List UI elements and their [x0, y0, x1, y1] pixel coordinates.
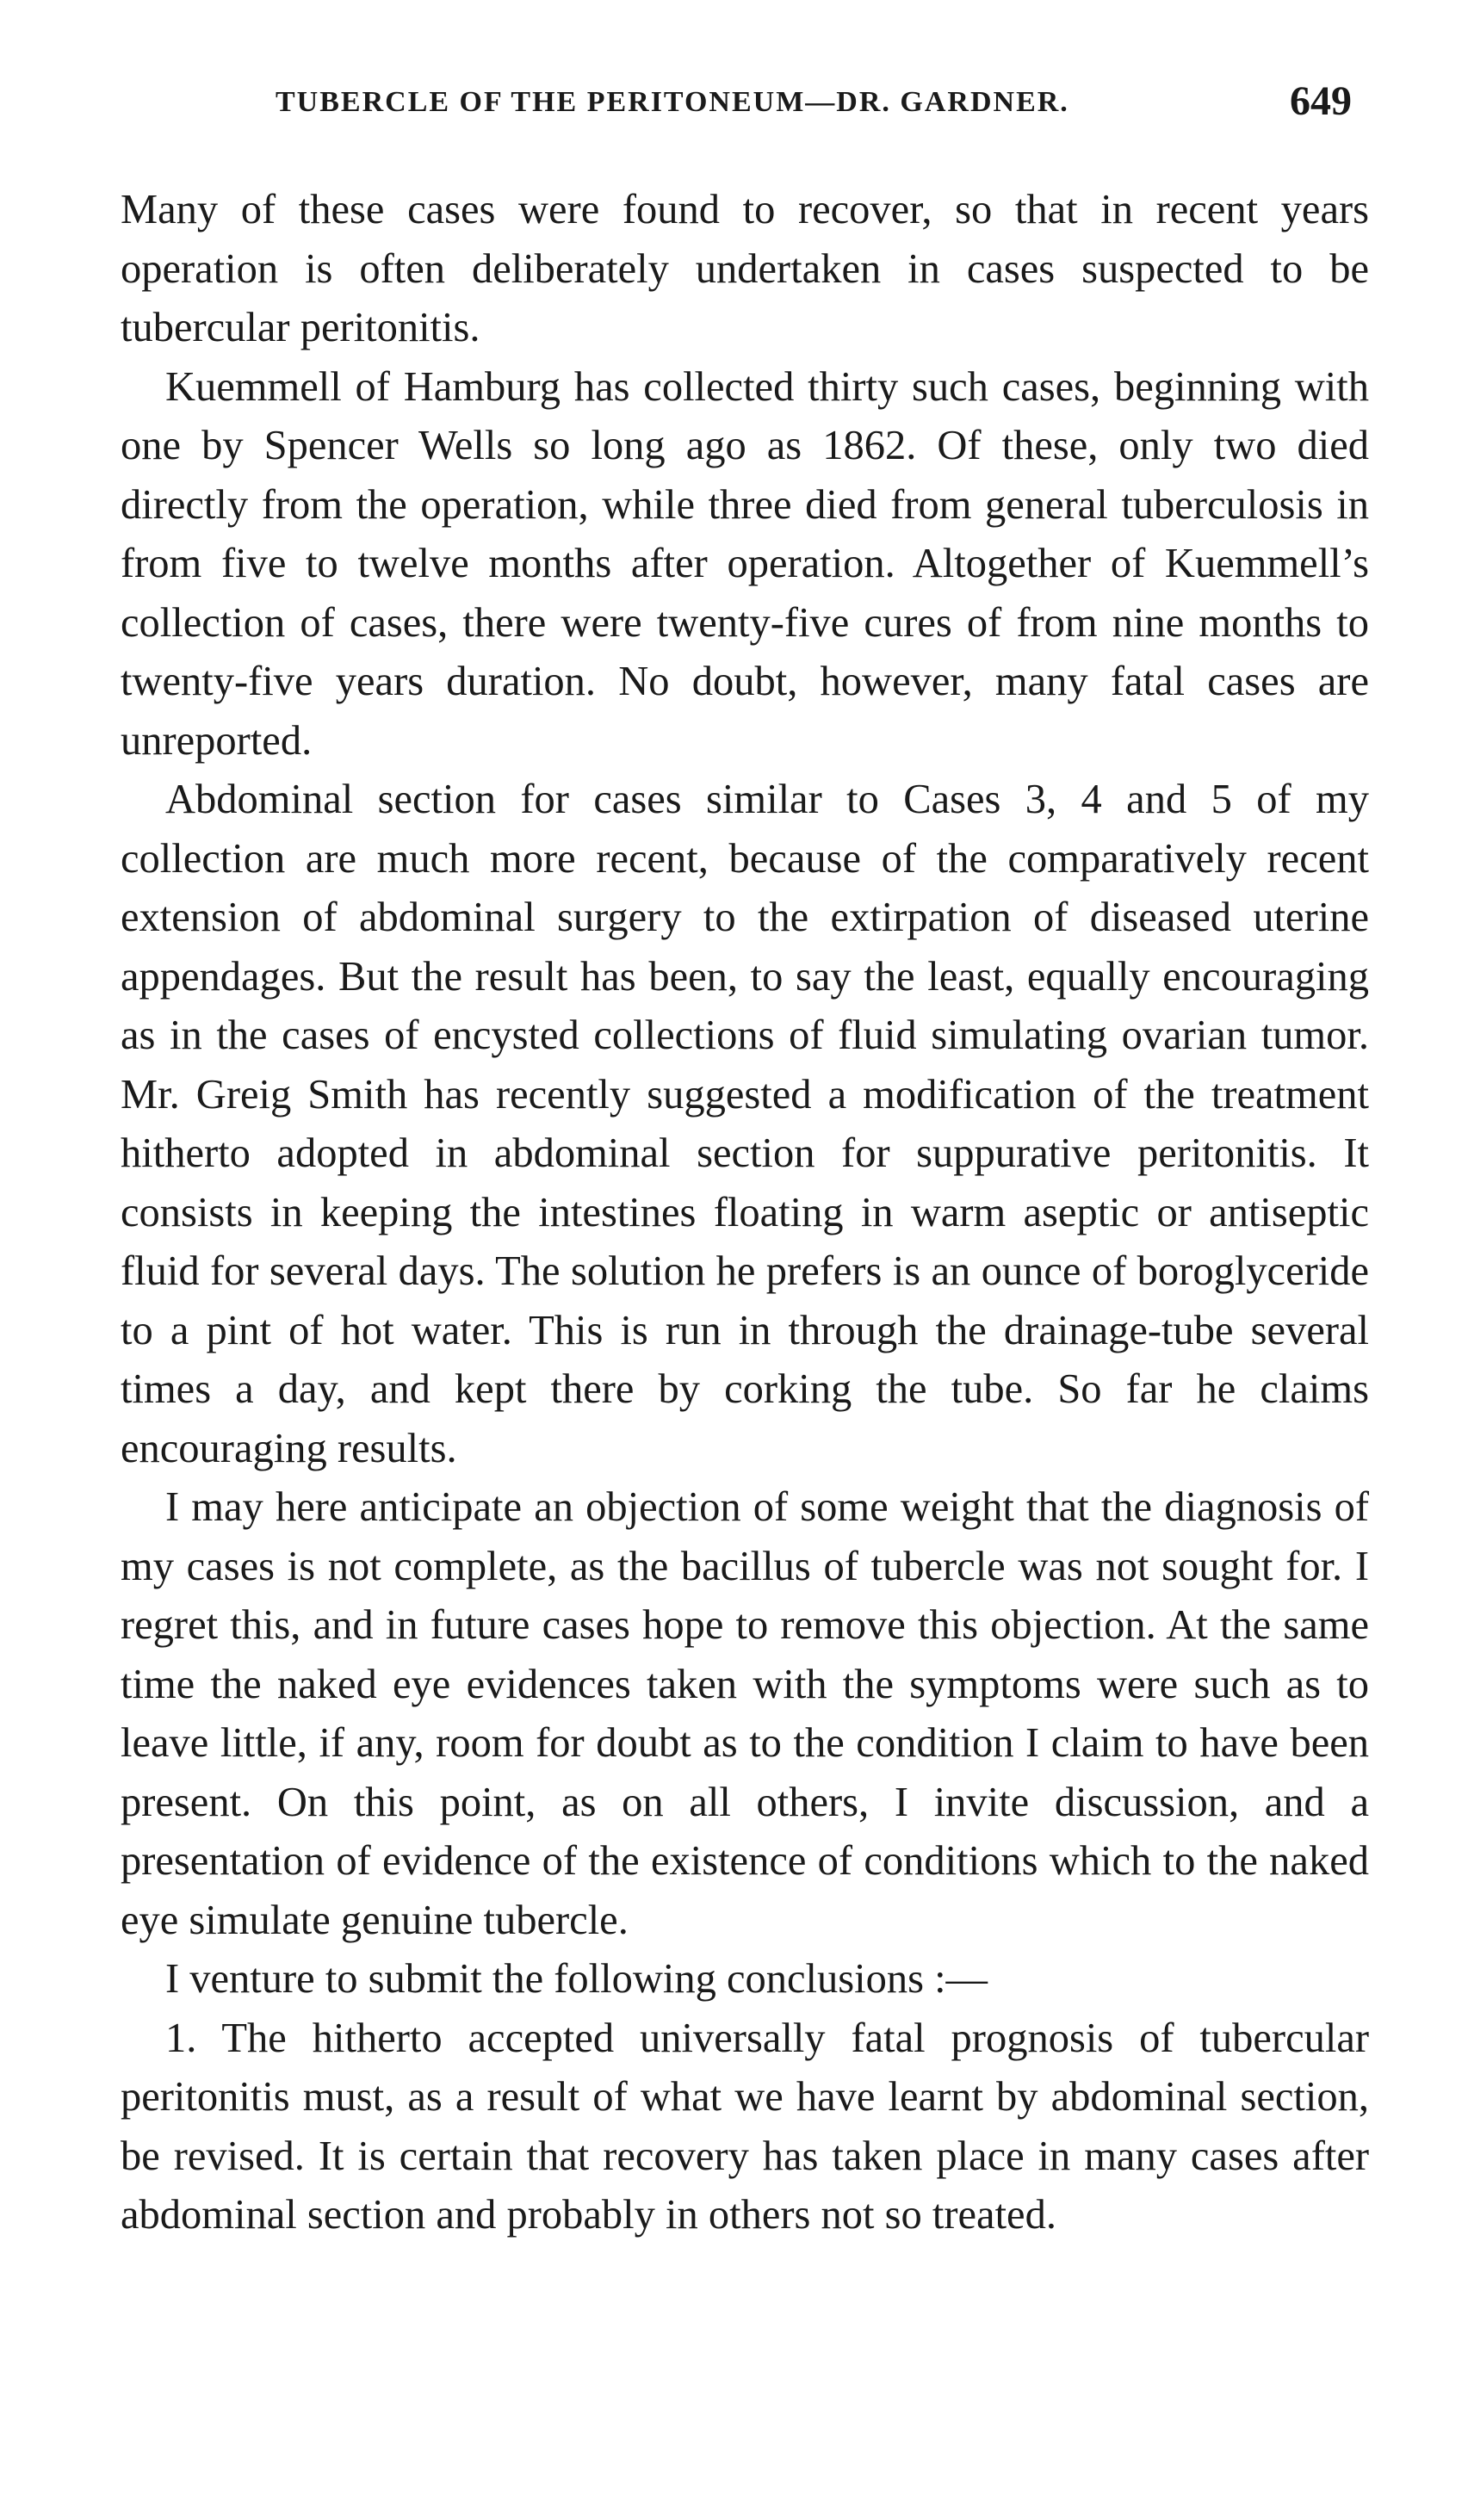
running-title: TUBERCLE OF THE PERITONEUM—DR. GARDNER.	[276, 86, 1069, 118]
body-text	[121, 181, 1369, 2245]
paragraph: Kuemmell of Hamburg has collected thirty such cases, beginning with one by Spencer Wells so long ago as 1862. Of these, only two died directly from the operation, while three died from general tuberculosis in from five to twelve months after operation. Altogether of Kuemmell’s collection of cases, there were twenty-five cures of from nine months to twenty-five years duration. No doubt, however, many fatal cases are unreported.	[121, 363, 1369, 764]
paragraph: Abdominal section for cases similar to Cases 3, 4 and 5 of my collection are much more recent, because of the comparatively recent extension of abdominal surgery to the extirpation of diseased uterine appendages. But the result has been, to say the least, equally encouraging as in the cases of encysted collections of fluid simulating ovarian tumor. Mr. Greig Smith has recently suggested a modification of the treatment hitherto adopted in abdominal section for suppurative peritonitis. It consists in keeping the intestines floating in warm aseptic or antiseptic fluid for several days. The solution he prefers is an ounce of boroglyceride to a pint of hot water. This is run in through the drainage-tube several times a day, and kept there by corking the tube. So far he claims encouraging results.	[121, 777, 1369, 1471]
document-page	[121, 77, 1369, 2245]
paragraph: I venture to submit the following conclusions :—	[165, 1956, 988, 2002]
paragraph: I may here anticipate an objection of some weight that the diagnosis of my cases is not complete, as the bacillus of tubercle was not sought for. I regret this, and in future cases hope to remove this objection. At the same time the naked eye evidences taken with the symptoms were such as to leave little, if any, room for doubt as to the condition I claim to have been present. On this point, as on all others, I invite discussion, and a presentation of evidence of the existence of conditions which to the naked eye simulate genuine tubercle.	[121, 1484, 1369, 1943]
paragraph: Many of these cases were found to recover, so that in recent years operation is often deliberately undertaken in cases suspected to be tubercular peritonitis.	[121, 187, 1369, 350]
page-number: 649	[1290, 78, 1352, 124]
running-head	[121, 77, 1369, 146]
paragraph: 1. The hitherto accepted universally fatal prognosis of tubercular peritonitis must, as a result of what we have learnt by abdominal section, be revised. It is certain that recovery has taken place in many cases after abdominal section and probably in others not so treated.	[121, 2015, 1369, 2238]
